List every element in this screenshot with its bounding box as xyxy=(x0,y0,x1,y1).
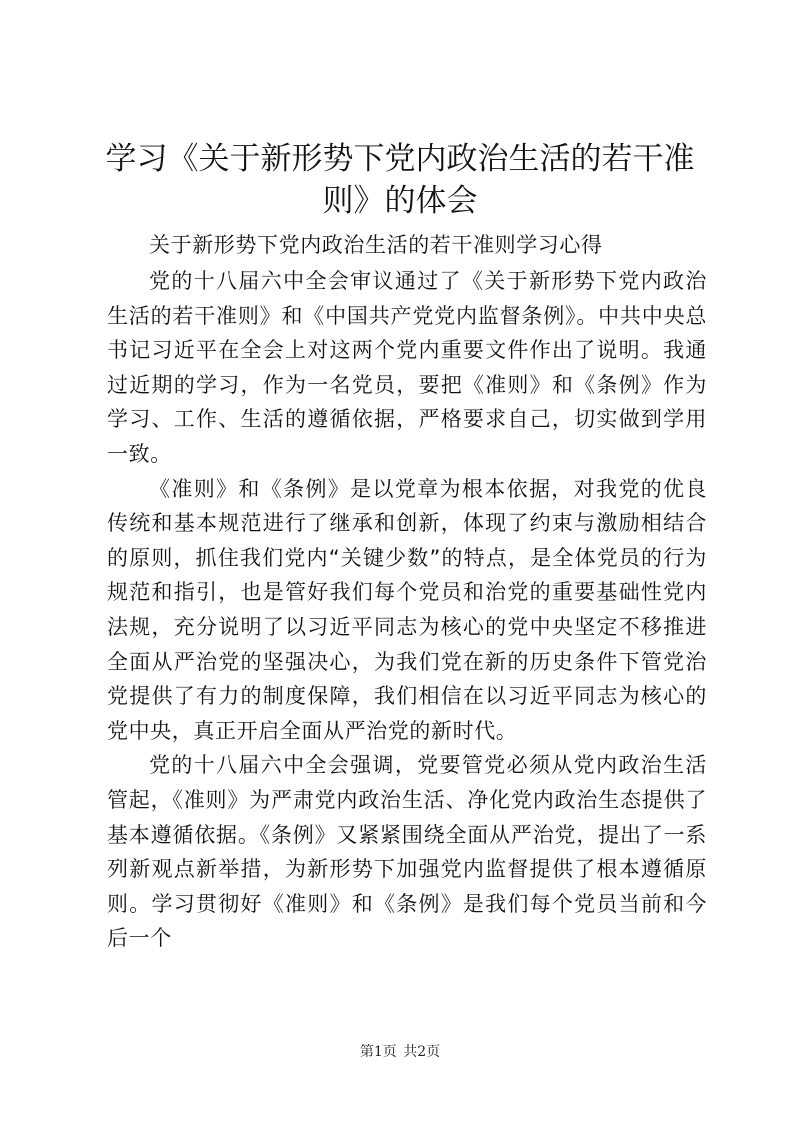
title-line-1: 学习《关于新形势下党内政治生活的若干准 xyxy=(105,141,695,177)
paragraph-1: 党的十八届六中全会审议通过了《关于新形势下党内政治生活的若干准则》和《中国共产党党内监督条例》。中共中央总书记习近平在全会上对这两个党内重要文件作出了说明。我通过近期的学习，作为一名党员，要把《准则》和《条例》作为学习、工作、生活的遵循依据，严格要求自己，切实做到学用一致。 xyxy=(107,269,707,466)
page-total: 共2页 xyxy=(403,1044,441,1060)
paragraph-2: 《准则》和《条例》是以党章为根本依据，对我党的优良传统和基本规范进行了继承和创新，体现了约束与激励相结合的原则，抓住我们党内“关键少数”的特点，是全体党员的行为规范和指引，也是管好我们每个党员和治党的重要基础性党内法规，充分说明了以习近平同志为核心的党中央坚定不移推进全面从严治党的坚强决心，为我们党在新的历史条件下管党治党提供了有力的制度保障，我们相信在以习近平同志为核心的党中央，真正开启全面从严治党的新时代。 xyxy=(107,476,707,743)
page-number: 第1页 xyxy=(359,1044,397,1060)
paragraph-3: 党的十八届六中全会强调，党要管党必须从党内政治生活管起，《准则》为严肃党内政治生活、净化党内政治生态提供了基本遵循依据。《条例》又紧紧围绕全面从严治党，提出了一系列新观点新举措，为新形势下加强党内监督提供了根本遵循原则。学习贯彻好《准则》和《条例》是我们每个党员当前和今后一个 xyxy=(107,753,707,951)
document-body xyxy=(107,228,707,956)
document-title xyxy=(100,138,700,222)
page-footer xyxy=(0,1043,800,1061)
document-subtitle: 关于新形势下党内政治生活的若干准则学习心得 xyxy=(149,233,603,257)
title-line-2: 则》的体会 xyxy=(322,183,478,219)
